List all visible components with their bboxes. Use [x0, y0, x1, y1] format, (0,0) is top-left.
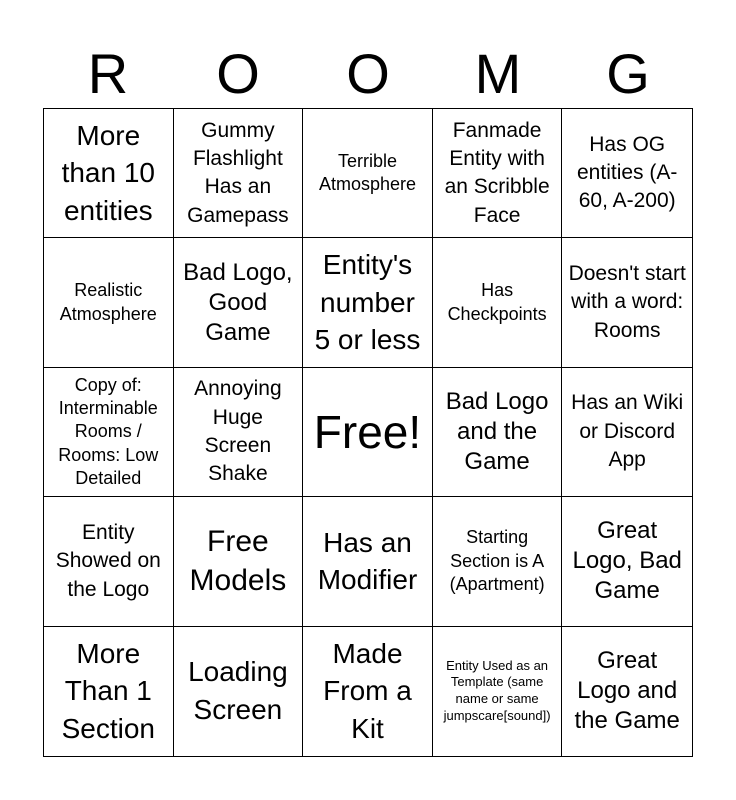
- bingo-cell[interactable]: [433, 109, 563, 238]
- cell-text: Bad Logo, Good Game: [183, 258, 293, 346]
- bingo-cell[interactable]: [433, 238, 563, 367]
- cell-text: Has OG entities (A-60, A-200): [577, 132, 678, 213]
- bingo-header: [43, 40, 693, 108]
- bingo-cell[interactable]: [433, 627, 563, 756]
- cell-text: Free!: [313, 405, 422, 458]
- bingo-cell[interactable]: [174, 238, 304, 367]
- bingo-cell[interactable]: [303, 627, 433, 756]
- cell-text: Loading Screen: [188, 656, 288, 726]
- cell-text: Terrible Atmosphere: [318, 150, 417, 195]
- bingo-cell[interactable]: [433, 497, 563, 626]
- cell-text: Annoying Huge Screen Shake: [194, 377, 282, 486]
- cell-text: Free Models: [189, 525, 287, 598]
- cell-text: More Than 1 Section: [61, 637, 155, 745]
- header-letter-5: G: [606, 42, 650, 105]
- bingo-cell[interactable]: [44, 238, 174, 367]
- cell-text: More than 10 entities: [61, 119, 155, 227]
- cell-text: Starting Section is A (Apartment): [449, 527, 545, 595]
- bingo-cell[interactable]: [174, 368, 304, 497]
- free-space-cell[interactable]: [303, 368, 433, 497]
- bingo-cell[interactable]: [562, 368, 692, 497]
- cell-text: Fanmade Entity with an Scribble Face: [444, 118, 550, 227]
- bingo-cell[interactable]: [303, 238, 433, 367]
- cell-text: Entity Used as an Template (same name or same jumpscare[sound]): [443, 657, 551, 724]
- cell-text: Entity's number 5 or less: [314, 248, 421, 356]
- cell-text: Doesn't start with a word: Rooms: [568, 262, 686, 342]
- cell-text: Realistic Atmosphere: [59, 280, 157, 324]
- bingo-cell[interactable]: [44, 109, 174, 238]
- cell-text: Entity Showed on the Logo: [55, 520, 161, 601]
- header-letter-3: O: [346, 42, 390, 105]
- bingo-cell[interactable]: [303, 109, 433, 238]
- bingo-cell[interactable]: [562, 109, 692, 238]
- cell-text: Made From a Kit: [323, 637, 412, 745]
- bingo-cell[interactable]: [303, 497, 433, 626]
- cell-text: Copy of: Interminable Rooms / Rooms: Low Detailed: [58, 374, 159, 489]
- cell-text: Has an Wiki or Discord App: [571, 391, 684, 472]
- header-letter-2: O: [216, 42, 260, 105]
- cell-text: Great Logo and the Game: [574, 647, 680, 735]
- bingo-cell[interactable]: [174, 109, 304, 238]
- cell-text: Has an Modifier: [317, 526, 418, 596]
- bingo-cell[interactable]: [562, 627, 692, 756]
- bingo-cell[interactable]: [174, 497, 304, 626]
- cell-text: Bad Logo and the Game: [445, 387, 549, 475]
- header-letter-1: R: [87, 42, 129, 105]
- bingo-cell[interactable]: [433, 368, 563, 497]
- bingo-cell[interactable]: [562, 238, 692, 367]
- bingo-cell[interactable]: [44, 627, 174, 756]
- bingo-cell[interactable]: [44, 497, 174, 626]
- bingo-cell[interactable]: [174, 627, 304, 756]
- cell-text: Has Checkpoints: [447, 280, 547, 324]
- bingo-cell[interactable]: [562, 497, 692, 626]
- bingo-cell[interactable]: [44, 368, 174, 497]
- cell-text: Great Logo, Bad Game: [572, 517, 682, 605]
- cell-text: Gummy Flashlight Has an Gamepass: [187, 118, 289, 227]
- bingo-board: [43, 108, 693, 757]
- header-letter-4: M: [474, 42, 522, 105]
